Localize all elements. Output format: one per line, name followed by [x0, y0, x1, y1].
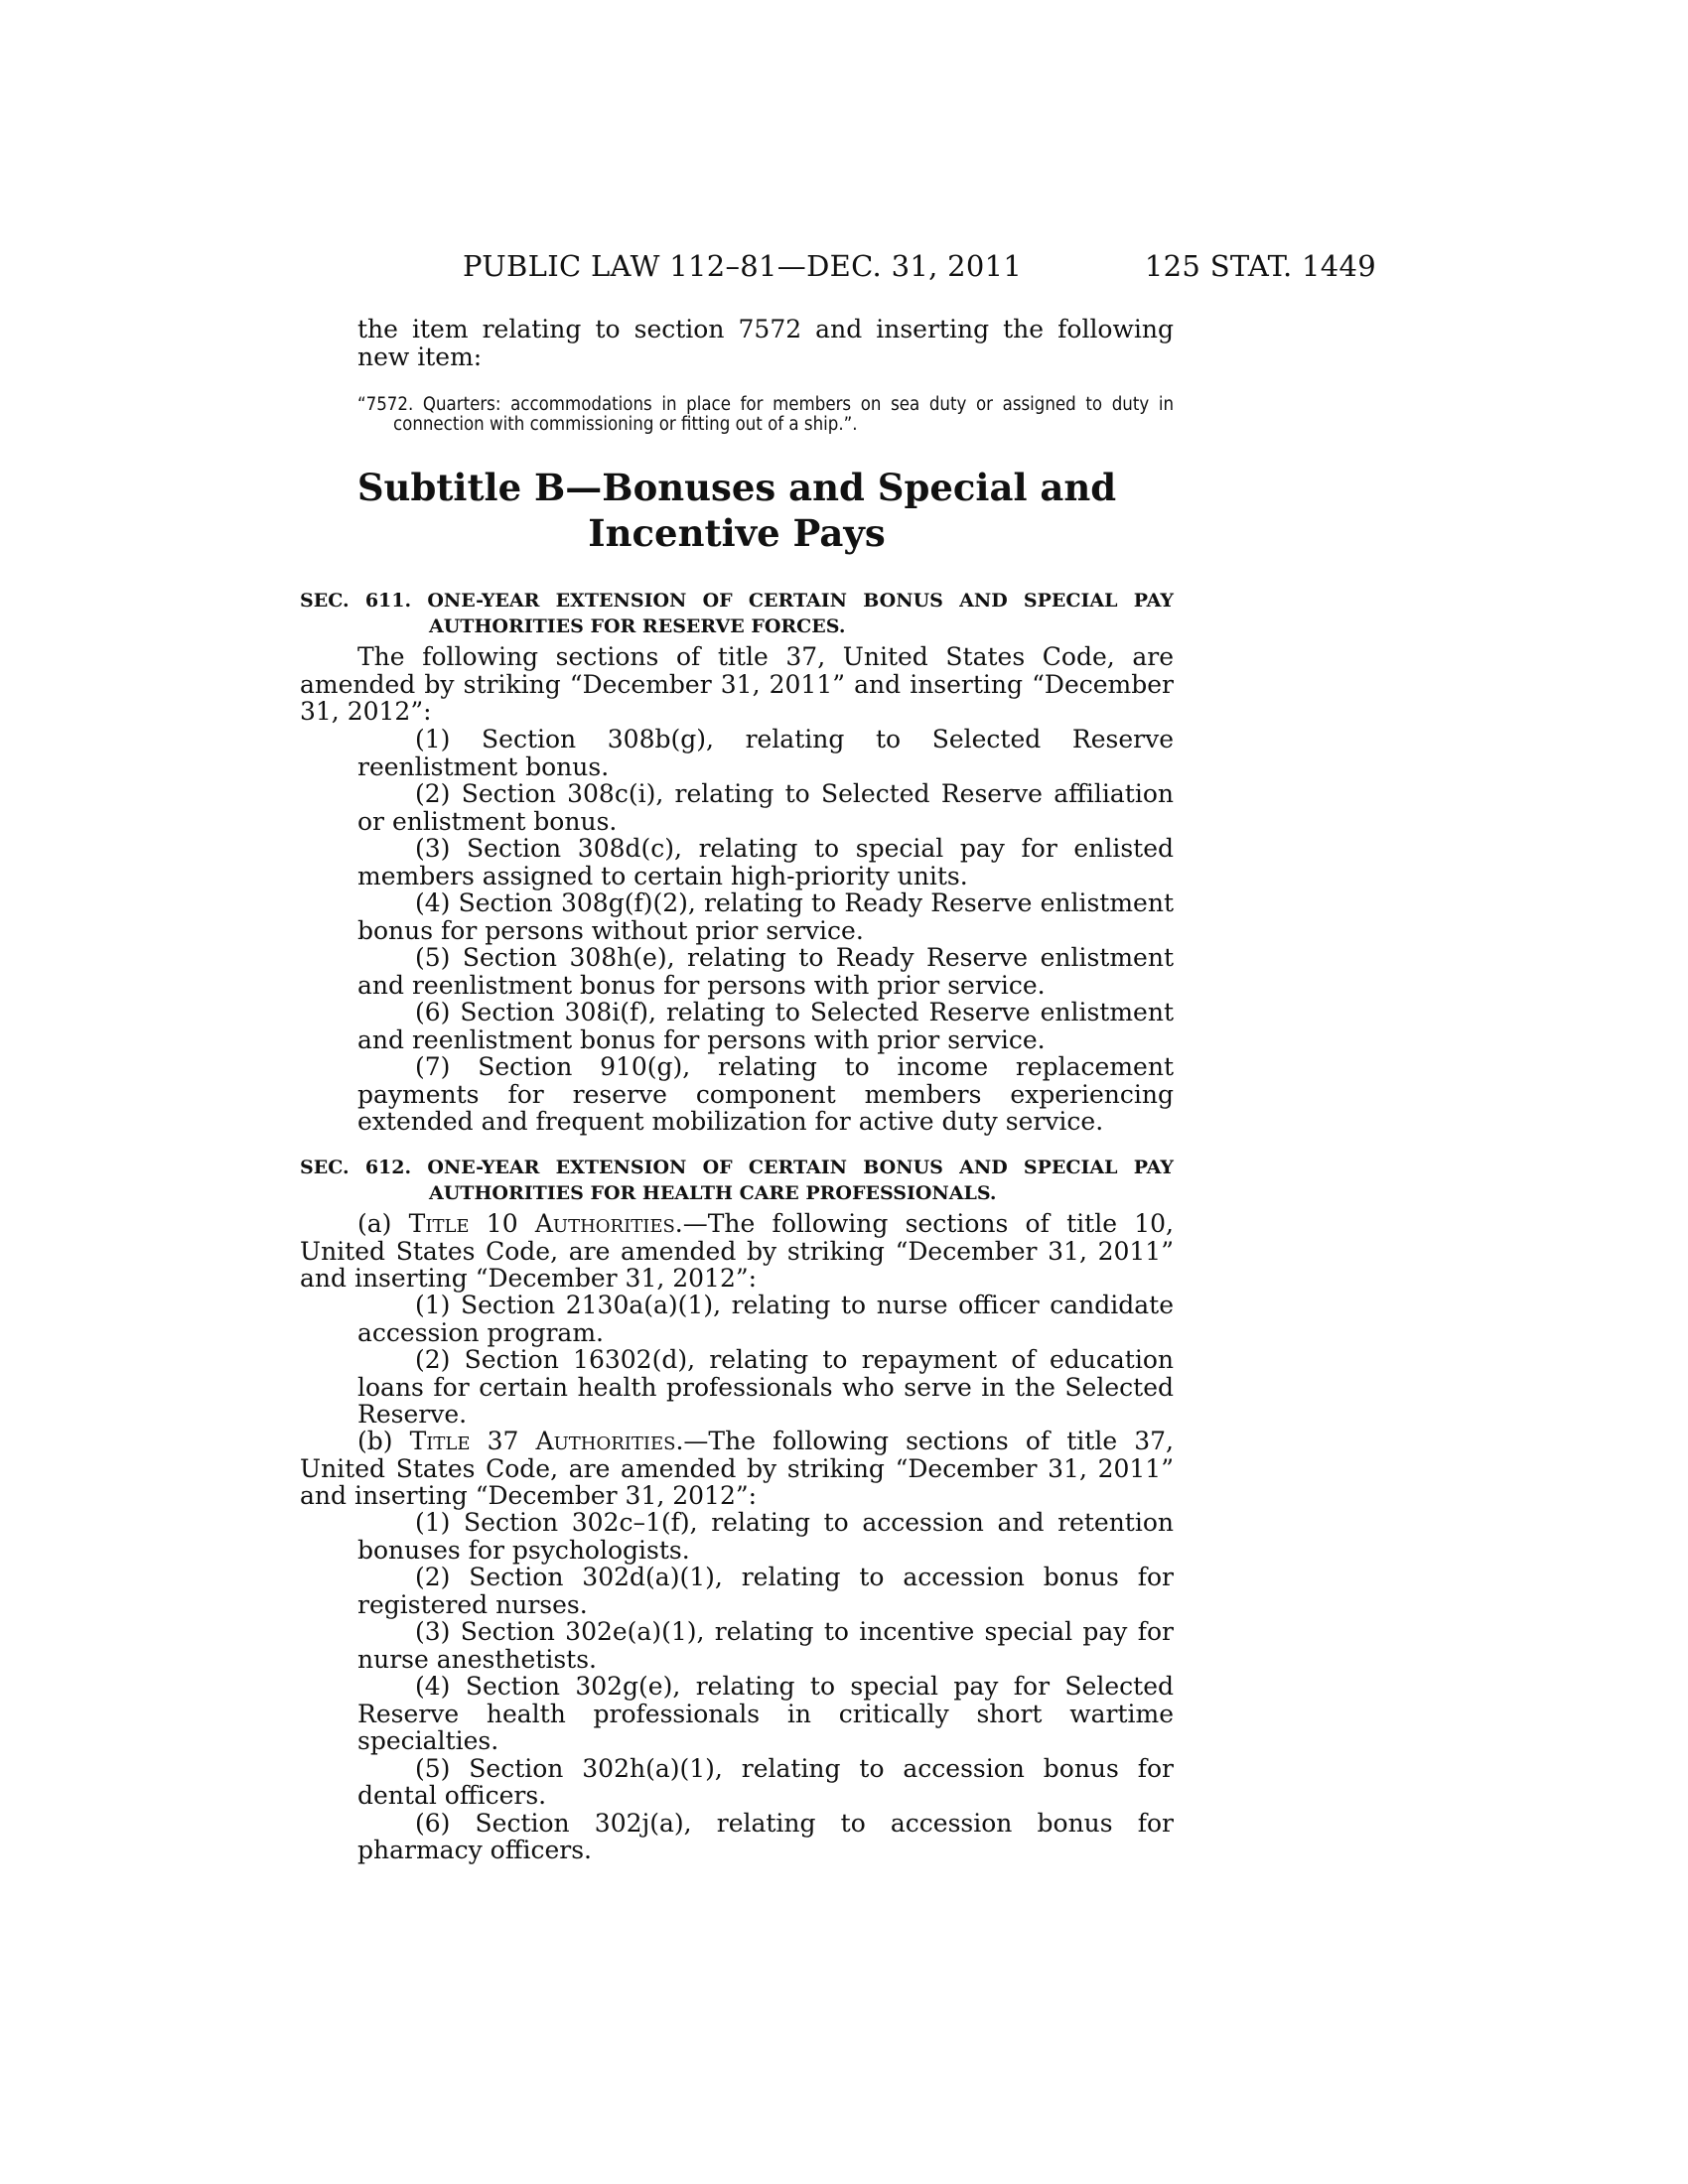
quoted-item-text: “7572. Quarters: accommodations in place for members on sea duty or assigned to duty in connection with commissioning or fitting out of a ship.”. [357, 394, 1174, 435]
sec-612-a-list [357, 1292, 1174, 1429]
list-item: (4) Section 302g(e), relating to special pay for Selected Reserve health professionals in critically short wartime specialties. [357, 1672, 1174, 1755]
list-item: (5) Section 308h(e), relating to Ready Reserve enlistment and reenlistment bonus for persons with prior service. [357, 943, 1174, 1000]
subtitle-line-1: Subtitle B—Bonuses and Special and [356, 466, 1117, 509]
sec-611-heading-text: SEC. 611. ONE-YEAR EXTENSION OF CERTAIN BONUS AND SPECIAL PAY AUTHORITIES FOR RESERVE FORCES. [300, 590, 1174, 637]
list-item: (6) Section 308i(f), relating to Selected Reserve enlistment and reenlistment bonus for persons with prior service. [357, 998, 1174, 1054]
list-item: (1) Section 308b(g), relating to Selected Reserve reenlistment bonus. [357, 725, 1174, 781]
list-item: (7) Section 910(g), relating to income replacement payments for reserve component members experiencing extended and frequent mobilization for active duty service. [357, 1052, 1174, 1136]
sec-612-b-text [300, 1428, 1174, 1510]
sec-611-heading [300, 588, 1174, 639]
list-item: (1) Section 2130a(a)(1), relating to nurse officer candidate accession program. [357, 1291, 1174, 1347]
list-item: (3) Section 308d(c), relating to special pay for enlisted members assigned to certain high-priority units. [357, 834, 1174, 890]
page-header [463, 246, 1376, 286]
list-item: (2) Section 16302(d), relating to repayment of education loans for certain health professionals who serve in the Selected Reserve. [357, 1345, 1174, 1429]
list-item: (6) Section 302j(a), relating to accession bonus for pharmacy officers. [357, 1808, 1174, 1864]
sec-611-lead-text: The following sections of title 37, United States Code, are amended by striking “December 31, 2011” and inserting “December 31, 2012”: [300, 642, 1174, 726]
quoted-table-item [357, 395, 1174, 435]
sec-612-a-label: (a) [357, 1209, 409, 1238]
list-item: (3) Section 302e(a)(1), relating to incentive special pay for nurse anesthetists. [357, 1617, 1174, 1674]
sec-612-subsection-b [300, 1428, 1174, 1510]
sec-611-lead [300, 643, 1174, 726]
list-item: (5) Section 302h(a)(1), relating to accession bonus for dental officers. [357, 1753, 1174, 1810]
sec-612-a-body: .—The following sections of title 10, United States Code, are amended by striking “December 31, 2011” and inserting “December 31, 2012”: [300, 1209, 1174, 1293]
subtitle-line-2: Incentive Pays [588, 511, 886, 555]
sec-612-b-caption: Title 37 Authorities [409, 1427, 676, 1455]
sec-612-b-label: (b) [357, 1427, 410, 1455]
sec-612-b-list [357, 1509, 1174, 1864]
sec-612-a-caption: Title 10 Authorities [408, 1209, 675, 1238]
subtitle-heading [300, 465, 1174, 556]
list-item: (2) Section 302d(a)(1), relating to accession bonus for registered nurses. [357, 1563, 1174, 1619]
list-item: (2) Section 308c(i), relating to Selected Reserve affiliation or enlistment bonus. [357, 779, 1174, 836]
list-item: (4) Section 308g(f)(2), relating to Ready Reserve enlistment bonus for persons without prior service. [357, 888, 1174, 945]
sec-612-heading-text: SEC. 612. ONE-YEAR EXTENSION OF CERTAIN BONUS AND SPECIAL PAY AUTHORITIES FOR HEALTH CARE PROFESSIONALS. [300, 1157, 1174, 1204]
intro-paragraph: the item relating to section 7572 and inserting the following new item: [357, 315, 1174, 371]
sec-611-list [357, 726, 1174, 1136]
sec-612-a-text [300, 1210, 1174, 1293]
sec-612-subsection-a [300, 1210, 1174, 1293]
running-head: PUBLIC LAW 112–81—DEC. 31, 2011 [463, 249, 1023, 283]
list-item: (1) Section 302c–1(f), relating to accession and retention bonuses for psychologists. [357, 1508, 1174, 1565]
stat-page-number: 125 STAT. 1449 [1144, 249, 1376, 283]
sec-612-heading [300, 1155, 1174, 1206]
sec-612-b-body: .—The following sections of title 37, United States Code, are amended by striking “December 31, 2011” and inserting “December 31, 2012”: [300, 1427, 1174, 1510]
